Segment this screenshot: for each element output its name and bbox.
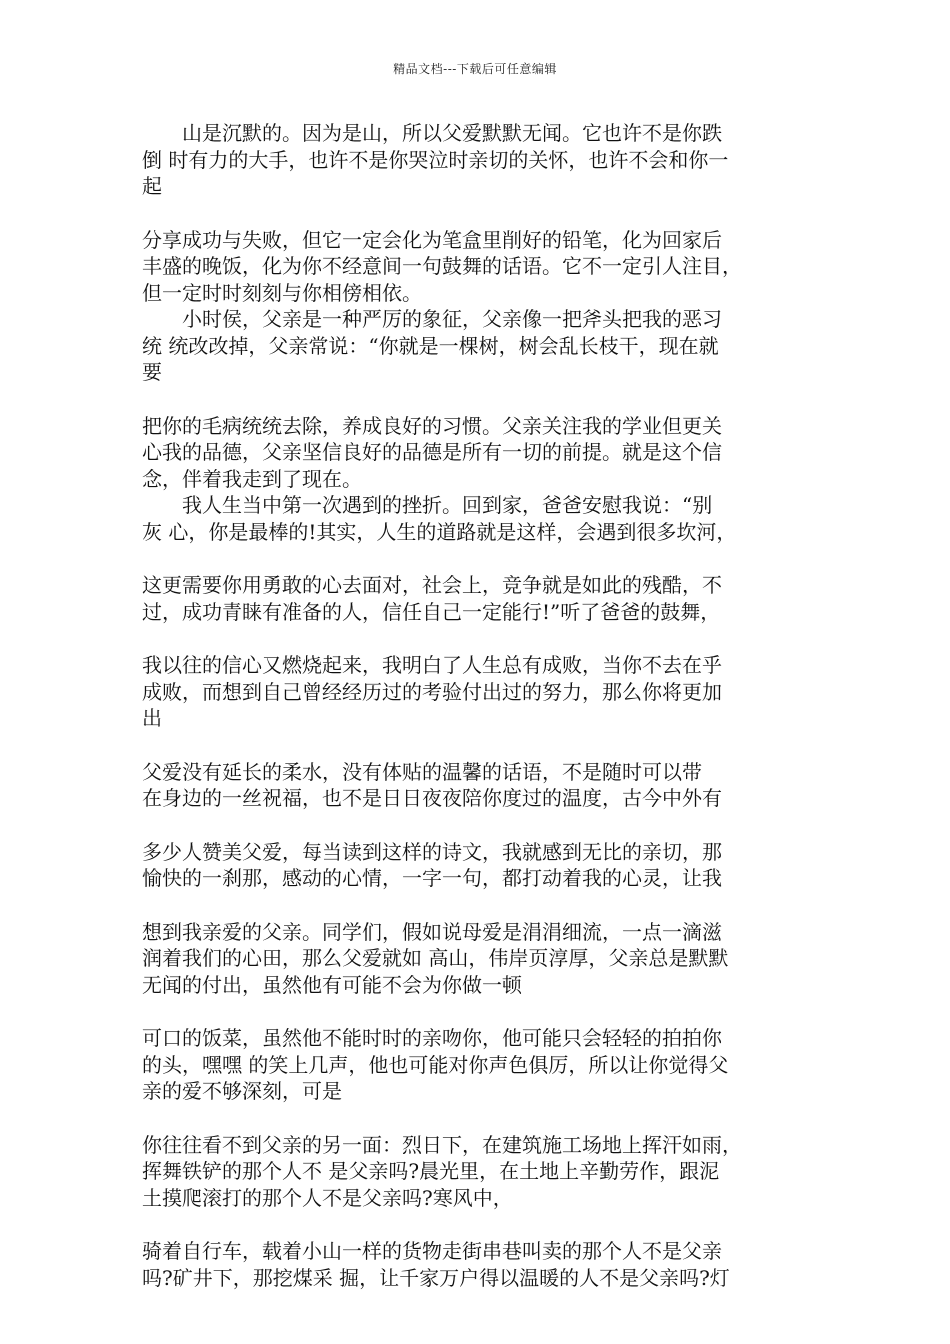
text-line: 多少人赞美父爱，每当读到这样的诗文，我就感到无比的亲切，那 [142,839,722,864]
article-body [142,120,822,1291]
text-block [142,572,822,625]
text-block [142,759,822,812]
text-line: 润着我们的心田，那么父爱就如 高山，伟岸页淳厚，父亲总是默默 [142,946,729,970]
paragraph-gap [142,545,822,572]
text-line: 土摸爬滚打的那个人不是父亲吗?寒风中， [142,1185,513,1210]
header-note: 精品文档---下载后可任意编辑 [393,62,557,76]
text-line: 灰 心，你是最棒的!其实，人生的道路就是这样，会遇到很多坎河， [142,519,737,544]
text-line: 心我的品德，父亲坚信良好的品德是所有一切的前提。就是这个信 [142,440,722,464]
paragraph-gap [142,892,822,919]
text-line: 挥舞铁铲的那个人不 是父亲吗?晨光里，在土地上辛勤劳作，跟泥 [142,1159,720,1183]
text-line: 亲的爱不够深刻，可是 [142,1079,342,1103]
text-block [142,227,822,386]
text-block [142,919,822,999]
text-block [142,1132,822,1212]
text-line: 吗?矿井下，那挖煤采 掘，让千家万户得以温暖的人不是父亲吗?灯 [142,1265,730,1290]
text-line: 成败，而想到自己曾经经历过的考验付出过的努力，那么你将更加 [142,679,722,704]
text-block [142,1025,822,1105]
paragraph-gap [142,812,822,839]
paragraph-gap [142,732,822,759]
text-line: 你往往看不到父亲的另一面：烈日下，在建筑施工场地上挥汗如雨， [142,1132,742,1157]
text-line: 可口的饭菜，虽然他不能时时的亲吻你，他可能只会轻轻的拍拍你 [142,1026,722,1050]
text-line: 在身边的一丝祝福，也不是日日夜夜陪你度过的温度，古今中外有 [142,786,722,810]
text-line: 小时侯，父亲是一种严厉的象征，父亲像一把斧头把我的恶习 [142,307,722,331]
text-line: 统 统改改掉，父亲常说：“你就是一棵树，树会乱长枝干，现在就 [142,333,719,358]
text-line: 我人生当中第一次遇到的挫折。回到家，爸爸安慰我说：“别 [142,493,713,517]
text-line: 出 [142,706,162,730]
paragraph-gap [142,1211,822,1238]
paragraph-gap [142,200,822,227]
text-line: 父爱没有延长的柔水，没有体贴的温馨的话语，不是随时可以带 [142,759,702,784]
text-line: 这更需要你用勇敢的心去面对，社会上，竞争就是如此的残酷，不 [142,573,722,597]
paragraph-gap [142,1105,822,1132]
text-block [142,413,822,546]
text-block [142,652,822,732]
text-line: 丰盛的晚饭，化为你不经意间一句鼓舞的话语。它不一定引人注目， [142,254,742,278]
text-line: 愉快的一刹那，感动的心情，一字一句，都打动着我的心灵，让我 [142,866,722,890]
text-line: 但一定时时刻刻与你相傍相依。 [142,280,422,305]
text-line: 的头，嘿嘿 的笑上几声，他也可能对你声色俱厉，所以让你觉得父 [142,1052,729,1077]
text-line: 无闻的付出，虽然他有可能不会为你做一顿 [142,972,522,997]
text-line: 分享成功与失败，但它一定会化为笔盒里削好的铅笔，化为回家后 [142,227,722,252]
paragraph-gap [142,625,822,652]
text-line: 倒 时有力的大手，也许不是你哭泣时亲切的关怀，也许不会和你一 [142,147,729,172]
text-line: 把你的毛病统统去除，养成良好的习惯。父亲关注我的学业但更关 [142,413,722,438]
text-line: 起 [142,174,162,198]
text-block [142,839,822,892]
paragraph-gap [142,386,822,413]
text-block [142,1238,822,1291]
text-line: 要 [142,360,162,384]
text-line: 过，成功青睐有准备的人，信任自己一定能行!”听了爸爸的鼓舞， [142,599,721,624]
text-line: 想到我亲爱的父亲。同学们，假如说母爱是涓涓细流，一点一滴滋 [142,919,722,944]
paragraph-gap [142,998,822,1025]
text-block [142,120,822,200]
text-line: 骑着自行车，载着小山一样的货物走街串巷叫卖的那个人不是父亲 [142,1239,722,1263]
text-line: 我以往的信心又燃烧起来，我明白了人生总有成败，当你不去在乎 [142,653,722,677]
text-line: 念，伴着我走到了现在。 [142,466,362,491]
text-line: 山是沉默的。因为是山，所以父爱默默无闻。它也许不是你跌 [142,121,722,145]
